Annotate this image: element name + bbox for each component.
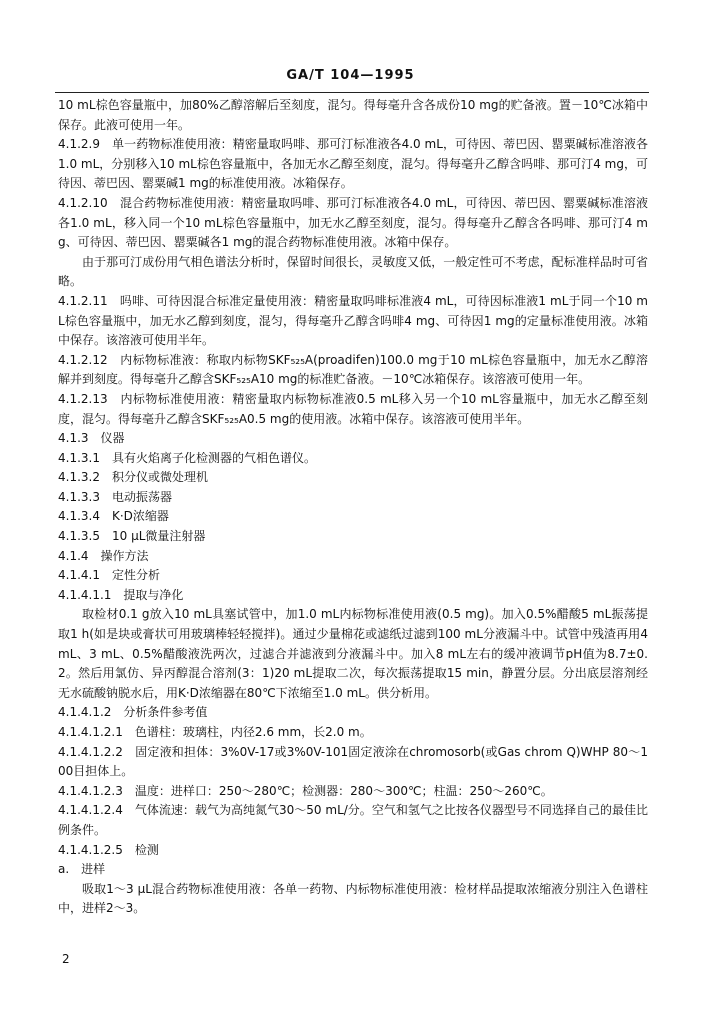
- note-paragraph: 由于那可汀成份用气相色谱法分析时，保留时间很长，灵敏度又低，一般定性可不考虑，配标准样品时可省略。: [58, 254, 648, 289]
- clause-4-1-4-1-2-2: 4.1.4.1.2.2 固定液和担体：3%0V-17或3%0V-101固定液涂在chromosorb(或Gas chrom Q)WHP 80～100目担体上。: [58, 744, 648, 779]
- section-4-1-3-heading: 4.1.3 仪器: [58, 431, 125, 446]
- item-a-injection: a. 进样: [58, 862, 106, 877]
- clause-4-1-2-11: 4.1.2.11 吗啡、可待因混合标准定量使用液：精密量取吗啡标准液4 mL，可待因标准液1 mL于同一个10 mL棕色容量瓶中，加无水乙醇到刻度，混匀，得每毫升乙醇含吗啡4 mg、可待因1 mg的定量标准使用液。冰箱中保存。该溶液可使用半年。: [58, 293, 648, 348]
- clause-4-1-4-1-1: 4.1.4.1.1 提取与净化: [58, 587, 184, 602]
- clause-4-1-4-1-2-3: 4.1.4.1.2.3 温度：进样口：250～280℃；检测器：280～300℃；柱温：250～260℃。: [58, 783, 553, 798]
- header-rule: [55, 92, 649, 93]
- clause-4-1-3-2: 4.1.3.2 积分仪或微处理机: [58, 470, 208, 485]
- extraction-paragraph: 取检材0.1 g放入10 mL具塞试管中，加1.0 mL内标物标准使用液(0.5 mg)。加入0.5%醋酸5 mL振荡提取1 h(如是块或膏状可用玻璃棒轻轻搅拌)。通过少量棉花或滤纸过滤到100 mL分液漏斗中。试管中残渣再用4 mL、3 mL、0.5%醋酸液洗两次，过滤合并滤液到分液漏斗中。加入8 mL左右的缓冲液调节pH值为8.7±0.2。然后用氯仿、异丙醇混合溶剂(3：1)20 mL提取二次，每次振荡提取15 min，静置分层。分出底层溶剂经无水硫酸钠脱水后，用K·D浓缩器在80℃下浓缩至1.0 mL。供分析用。: [58, 607, 648, 700]
- injection-paragraph: 吸取1～3 μL混合药物标准使用液：各单一药物、内标物标准使用液：检材样品提取浓缩液分别注入色谱柱中，进样2～3。: [58, 881, 648, 916]
- clause-4-1-4-1-2-5: 4.1.4.1.2.5 检测: [58, 842, 159, 857]
- clause-4-1-2-12: 4.1.2.12 内标物标准液：称取内标物SKF₅₂₅A(proadifen)100.0 mg于10 mL棕色容量瓶中，加无水乙醇溶解并到刻度。得每毫升乙醇含SKF₅₂₅A10 mg的标准贮备液。－10℃冰箱保存。该溶液可使用一年。: [58, 352, 648, 387]
- clause-4-1-4-1-2-1: 4.1.4.1.2.1 色谱柱：玻璃柱，内径2.6 mm，长2.0 m。: [58, 725, 372, 739]
- document-body: [58, 96, 648, 919]
- clause-4-1-3-1: 4.1.3.1 具有火焰离子化检测器的气相色谱仪。: [58, 450, 316, 465]
- clause-4-1-3-5: 4.1.3.5 10 μL微量注射器: [58, 529, 206, 544]
- page-number: 2: [62, 952, 70, 966]
- clause-4-1-3-4: 4.1.3.4 K·D浓缩器: [58, 509, 169, 524]
- clause-4-1-3-3: 4.1.3.3 电动振荡器: [58, 489, 172, 504]
- clause-4-1-2-10: 4.1.2.10 混合药物标准使用液：精密量取吗啡、那可汀标准液各4.0 mL，可待因、蒂巴因、罂粟碱标准溶液各1.0 mL，移入同一个10 mL棕色容量瓶中，加无水乙醇至刻度，混匀。得每毫升乙醇含各吗啡、那可汀4 mg、可待因、蒂巴因、罂粟碱各1 mg的混合药物标准使用液。冰箱中保存。: [58, 195, 648, 250]
- clause-4-1-4-1: 4.1.4.1 定性分析: [58, 568, 160, 583]
- clause-4-1-4-1-2: 4.1.4.1.2 分析条件参考值: [58, 705, 208, 720]
- clause-4-1-4-1-2-4: 4.1.4.1.2.4 气体流速：载气为高纯氮气30～50 mL/分。空气和氢气之比按各仪器型号不同选择自己的最佳比例条件。: [58, 803, 648, 837]
- paragraph-continuation: 10 mL棕色容量瓶中，加80%乙醇溶解后至刻度，混匀。得每毫升含各成份10 mg的贮备液。置－10℃冰箱中保存。此液可使用一年。: [58, 98, 648, 132]
- clause-4-1-2-13: 4.1.2.13 内标物标准使用液：精密量取内标物标准液0.5 mL移入另一个10 mL容量瓶中，加无水乙醇至刻度，混匀。得每毫升乙醇含SKF₅₂₅A0.5 mg的使用液。冰箱中保存。该溶液可使用半年。: [58, 391, 648, 426]
- clause-4-1-2-9: 4.1.2.9 单一药物标准使用液：精密量取吗啡、那可汀标准液各4.0 mL，可待因、蒂巴因、罂粟碱标准溶液各1.0 mL，分别移入10 mL棕色容量瓶中，各加无水乙醇至刻度，混匀。得每毫升乙醇含吗啡、那可汀4 mg，可待因、蒂巴因、罂粟碱1 mg的标准使用液。冰箱保存。: [58, 137, 648, 191]
- section-4-1-4-heading: 4.1.4 操作方法: [58, 548, 149, 563]
- standard-code-header: GA/T 104—1995: [286, 68, 415, 83]
